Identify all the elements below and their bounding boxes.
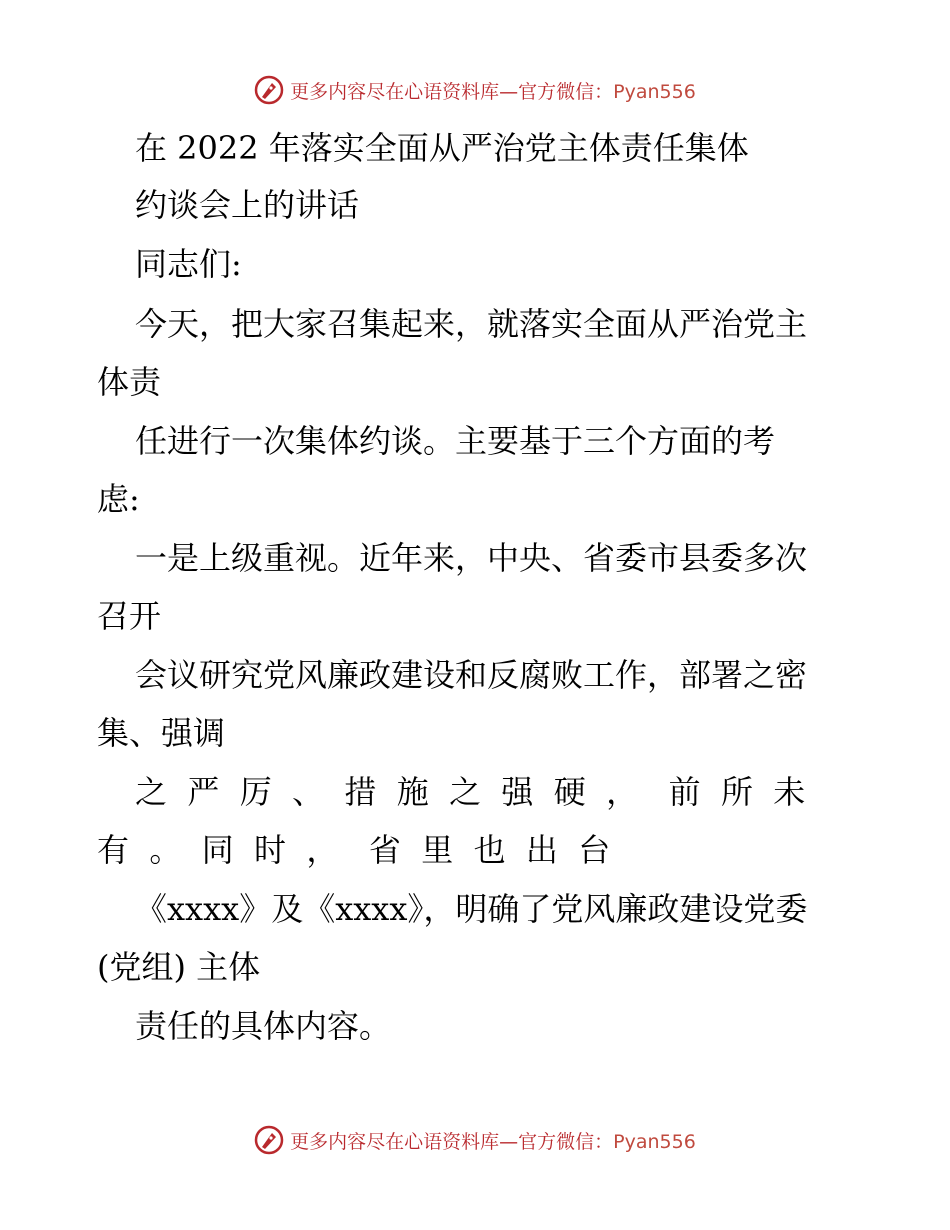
header-banner [0,70,950,110]
footer-banner [0,1120,950,1160]
paragraph-line: 之 严 厉 、 措 施 之 强 硬 ， 前 所 未 [135,773,806,811]
paragraph-line: (党组) 主体 [97,948,261,986]
document-title-line-1: 在 2022 年落实全面从严治党主体责任集体 [135,129,749,167]
wechat-id: Pyan556 [613,1130,696,1153]
paragraph-line: 集、强调 [97,714,226,752]
banner-text: 更多内容尽在心语资料库—官方微信：Pyan556 [290,80,696,103]
paragraph-line: 虑: [97,480,140,518]
paragraph-line: 有 。 同 时 ， 省 里 也 出 台 [97,831,611,869]
paragraph-line: 责任的具体内容。 [135,1007,392,1045]
document-title-line-2: 约谈会上的讲话 [135,186,360,224]
paragraph-line: 会议研究党风廉政建设和反腐败工作，部署之密 [135,656,808,694]
paragraph-line: 体责 [97,363,162,401]
wechat-id: Pyan556 [613,80,696,103]
paragraph-line: 今天，把大家召集起来，就落实全面从严治党主 [135,305,808,343]
pen-nib-logo-icon [254,75,284,105]
paragraph-line: 任进行一次集体约谈。主要基于三个方面的考 [135,422,776,460]
pen-nib-logo-icon [254,1125,284,1155]
paragraph-line: 《xxxx》及《xxxx》，明确了党风廉政建设党委 [135,890,808,928]
salutation: 同志们: [135,245,242,283]
paragraph-line: 召开 [97,597,162,635]
banner-text: 更多内容尽在心语资料库—官方微信：Pyan556 [290,1130,696,1153]
paragraph-line: 一是上级重视。近年来，中央、省委市县委多次 [135,539,808,577]
